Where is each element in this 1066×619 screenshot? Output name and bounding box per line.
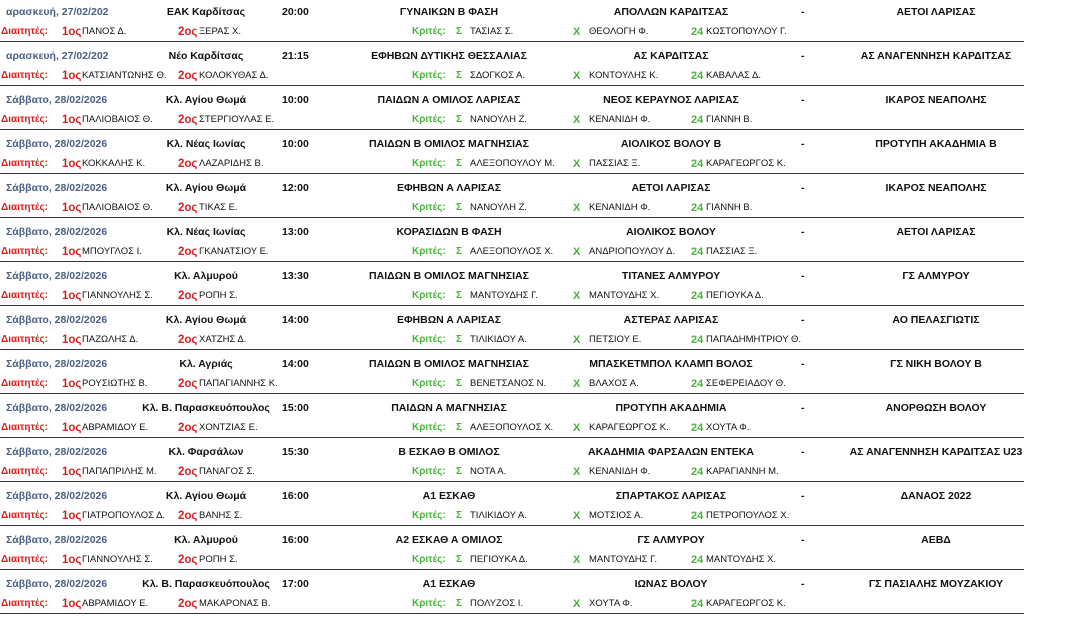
timer-name: ΘΕΟΛΟΓΗ Φ. [589,26,649,37]
game-venue: Κλ. Νέας Ιωνίας [166,226,246,238]
timer-mark: Χ [573,554,581,566]
table-officials-label: Κριτές: [412,70,446,81]
game-date: Σάββατο, 28/02/2026 [6,358,108,370]
table-officials-label: Κριτές: [412,246,446,257]
home-team: ΤΙΤΑΝΕΣ ΑΛΜΥΡΟΥ [621,270,721,282]
timer-mark: Χ [573,202,581,214]
home-team: ΑΠΟΛΛΩΝ ΚΑΡΔΙΤΣΑΣ [613,6,729,18]
row-separator [0,261,1024,262]
game-venue: Κλ. Νέας Ιωνίας [166,138,246,150]
first-referee-name: ΓΙΑΝΝΟΥΛΗΣ Σ. [82,554,153,565]
game-venue: Κλ. Αγίου Θωμά [165,94,247,106]
game-date: Σάββατο, 28/02/2026 [6,314,108,326]
first-referee-label: 1ος [62,334,82,346]
versus-dash: - [801,578,805,590]
game-row [0,220,1066,264]
game-time: 10:00 [282,94,309,106]
first-referee-name: ΑΒΡΑΜΙΔΟΥ Ε. [82,598,149,609]
scorer-mark: Σ [456,114,463,125]
row-separator [0,393,1024,394]
first-referee-label: 1ος [62,598,82,610]
first-referee-label: 1ος [62,510,82,522]
game-venue: Κλ. Αγίου Θωμά [165,182,247,194]
referees-label: Διαιτητές: [1,554,48,565]
away-team: ΑΟ ΠΕΛΑΣΓΙΩΤΙΣ [892,314,980,326]
shotclock-name: ΚΑΒΑΛΑΣ Δ. [706,70,762,81]
game-venue: Κλ. Αλμυρού [174,534,238,546]
game-venue: Κλ. Αλμυρού [174,270,238,282]
row-separator [0,85,1024,86]
game-date: Σάββατο, 28/02/2026 [6,402,108,414]
scorer-name: ΒΕΝΕΤΣΑΝΟΣ Ν. [470,378,547,389]
first-referee-label: 1ος [62,554,82,566]
timer-mark: Χ [573,334,581,346]
away-team: ΔΑΝΑΟΣ 2022 [900,490,972,502]
game-row [0,396,1066,440]
scorer-name: ΤΑΣΙΑΣ Σ. [470,26,514,37]
game-date: Σάββατο, 28/02/2026 [6,270,108,282]
away-team: ΙΚΑΡΟΣ ΝΕΑΠΟΛΗΣ [885,182,987,194]
first-referee-label: 1ος [62,158,82,170]
scorer-mark: Σ [456,378,463,389]
shotclock-mark: 24 [691,334,704,346]
shotclock-name: ΜΑΝΤΟΥΔΗΣ Χ. [706,554,777,565]
game-time: 20:00 [282,6,309,18]
shotclock-mark: 24 [691,26,704,38]
table-officials-label: Κριτές: [412,158,446,169]
second-referee-label: 2ος [178,26,198,38]
home-team: ΑΙΟΛΙΚΟΣ ΒΟΛΟΥ [626,226,716,238]
scorer-mark: Σ [456,246,463,257]
shotclock-name: ΚΩΣΤΟΠΟΥΛΟΥ Γ. [706,26,787,37]
timer-mark: Χ [573,466,581,478]
game-category: ΠΑΙΔΩΝ Α ΟΜΙΛΟΣ ΛΑΡΙΣΑΣ [377,94,521,106]
game-time: 15:30 [282,446,309,458]
timer-name: ΚΕΝΑΝΙΔΗ Φ. [589,466,651,477]
scorer-name: ΑΛΕΞΟΠΟΥΛΟΣ Χ. [470,422,554,433]
home-team: ΑΕΤΟΙ ΛΑΡΙΣΑΣ [631,182,711,194]
timer-mark: Χ [573,290,581,302]
game-venue: Κλ. Αγίου Θωμά [165,314,247,326]
scorer-name: ΝΑΝΟΥΛΗ Ζ. [470,114,528,125]
second-referee-name: ΒΑΝΗΣ Σ. [199,510,243,521]
second-referee-name: ΧΟΝΤΖΙΑΣ Ε. [199,422,258,433]
home-team: ΑΙΟΛΙΚΟΣ ΒΟΛΟΥ Β [620,138,722,150]
second-referee-label: 2ος [178,422,198,434]
first-referee-label: 1ος [62,290,82,302]
table-officials-label: Κριτές: [412,290,446,301]
shotclock-mark: 24 [691,290,704,302]
referees-label: Διαιτητές: [1,422,48,433]
shotclock-mark: 24 [691,202,704,214]
timer-mark: Χ [573,246,581,258]
first-referee-name: ΠΑΖΩΛΗΣ Δ. [82,334,139,345]
versus-dash: - [801,226,805,238]
referees-label: Διαιτητές: [1,466,48,477]
scorer-mark: Σ [456,334,463,345]
game-date: Σάββατο, 28/02/2026 [6,138,108,150]
game-category: ΕΦΗΒΩΝ Α ΛΑΡΙΣΑΣ [396,182,502,194]
first-referee-label: 1ος [62,246,82,258]
away-team: ΠΡΟΤΥΠΗ ΑΚΑΔΗΜΙΑ Β [875,138,997,150]
scorer-mark: Σ [456,26,463,37]
referees-label: Διαιτητές: [1,114,48,125]
shotclock-mark: 24 [691,378,704,390]
first-referee-name: ΚΑΤΣΙΑΝΤΩΝΗΣ Θ. [82,70,167,81]
game-venue: Κλ. Φαρσάλων [168,446,244,458]
first-referee-label: 1ος [62,422,82,434]
referees-label: Διαιτητές: [1,158,48,169]
first-referee-label: 1ος [62,202,82,214]
second-referee-name: ΜΑΚΑΡΟΝΑΣ Β. [199,598,271,609]
first-referee-name: ΠΑΠΑΠΡΙΛΗΣ Μ. [82,466,157,477]
away-team: ΑΕΤΟΙ ΛΑΡΙΣΑΣ [896,226,976,238]
game-row [0,176,1066,220]
versus-dash: - [801,534,805,546]
second-referee-name: ΞΕΡΑΣ Χ. [199,26,241,37]
referees-label: Διαιτητές: [1,290,48,301]
timer-name: ΠΑΣΣΙΑΣ Ξ. [589,158,641,169]
table-officials-label: Κριτές: [412,554,446,565]
game-row [0,88,1066,132]
first-referee-label: 1ος [62,114,82,126]
row-separator [0,173,1024,174]
second-referee-name: ΠΑΝΑΓΟΣ Σ. [199,466,256,477]
home-team: ΑΣΤΕΡΑΣ ΛΑΡΙΣΑΣ [623,314,719,326]
shotclock-mark: 24 [691,554,704,566]
game-time: 16:00 [282,534,309,546]
game-category: ΕΦΗΒΩΝ ΔΥΤΙΚΗΣ ΘΕΣΣΑΛΙΑΣ [371,50,527,62]
row-separator [0,217,1024,218]
away-team: ΙΚΑΡΟΣ ΝΕΑΠΟΛΗΣ [885,94,987,106]
scorer-mark: Σ [456,202,463,213]
home-team: ΙΩΝΑΣ ΒΟΛΟΥ [634,578,708,590]
shotclock-mark: 24 [691,70,704,82]
shotclock-name: ΚΑΡΑΓΙΑΝΝΗ Μ. [706,466,779,477]
second-referee-label: 2ος [178,554,198,566]
row-separator [0,129,1024,130]
scorer-mark: Σ [456,158,463,169]
game-date: Σάββατο, 28/02/2026 [6,182,108,194]
scorer-name: ΤΙΛΙΚΙΔΟΥ Α. [470,510,527,521]
game-time: 16:00 [282,490,309,502]
referees-label: Διαιτητές: [1,334,48,345]
game-venue: ΕΑΚ Καρδίτσας [166,6,246,18]
game-date: Σάββατο, 28/02/2026 [6,94,108,106]
referees-label: Διαιτητές: [1,510,48,521]
game-time: 14:00 [282,314,309,326]
first-referee-label: 1ος [62,70,82,82]
home-team: ΣΠΑΡΤΑΚΟΣ ΛΑΡΙΣΑΣ [615,490,727,502]
referees-label: Διαιτητές: [1,202,48,213]
versus-dash: - [801,6,805,18]
first-referee-name: ΠΑΛΙΟΒΑΙΟΣ Θ. [82,114,153,125]
timer-name: ΒΛΑΧΟΣ Α. [589,378,639,389]
game-time: 13:00 [282,226,309,238]
game-time: 15:00 [282,402,309,414]
shotclock-mark: 24 [691,114,704,126]
table-officials-label: Κριτές: [412,598,446,609]
game-row [0,308,1066,352]
timer-mark: Χ [573,422,581,434]
away-team: ΓΣ ΑΛΜΥΡΟΥ [902,270,970,282]
home-team: ΜΠΑΣΚΕΤΜΠΟΛ ΚΛΑΜΠ ΒΟΛΟΣ [589,358,753,370]
scorer-name: ΠΕΓΙΟΥΚΑ Δ. [470,554,528,565]
timer-mark: Χ [573,378,581,390]
game-date: Σάββατο, 28/02/2026 [6,446,108,458]
second-referee-label: 2ος [178,598,198,610]
shotclock-name: ΧΟΥΤΑ Φ. [706,422,750,433]
first-referee-name: ΓΙΑΤΡΟΠΟΥΛΟΣ Δ. [82,510,166,521]
timer-name: ΚΕΝΑΝΙΔΗ Φ. [589,114,651,125]
home-team: ΑΣ ΚΑΡΔΙΤΣΑΣ [633,50,709,62]
game-row [0,352,1066,396]
game-row [0,264,1066,308]
timer-name: ΜΑΝΤΟΥΔΗΣ Γ. [589,554,658,565]
first-referee-name: ΓΙΑΝΝΟΥΛΗΣ Σ. [82,290,153,301]
row-separator [0,305,1024,306]
row-separator [0,437,1024,438]
timer-name: ΠΕΤΣΙΟΥ Ε. [589,334,642,345]
first-referee-name: ΠΑΛΙΟΒΑΙΟΣ Θ. [82,202,153,213]
game-date: αρασκευή, 27/02/202 [6,6,109,18]
game-category: ΚΟΡΑΣΙΔΩΝ Β ΦΑΣΗ [396,226,502,238]
game-venue: Κλ. Β. Παρασκευόπουλος [142,402,270,414]
game-venue: Κλ. Β. Παρασκευόπουλος [142,578,270,590]
timer-name: ΚΟΝΤΟΥΛΗΣ Κ. [589,70,659,81]
first-referee-name: ΑΒΡΑΜΙΔΟΥ Ε. [82,422,149,433]
second-referee-name: ΡΟΠΗ Σ. [199,554,238,565]
game-venue: Κλ. Αγριάς [179,358,233,370]
row-separator [0,525,1024,526]
table-officials-label: Κριτές: [412,378,446,389]
timer-mark: Χ [573,598,581,610]
game-category: ΠΑΙΔΩΝ Β ΟΜΙΛΟΣ ΜΑΓΝΗΣΙΑΣ [369,358,529,370]
second-referee-label: 2ος [178,202,198,214]
scorer-mark: Σ [456,466,463,477]
second-referee-label: 2ος [178,70,198,82]
timer-mark: Χ [573,70,581,82]
game-time: 12:00 [282,182,309,194]
scorer-name: ΝΟΤΑ Α. [470,466,507,477]
scorer-name: ΑΛΕΞΟΠΟΥΛΟΥ Μ. [470,158,555,169]
timer-name: ΚΕΝΑΝΙΔΗ Φ. [589,202,651,213]
first-referee-name: ΚΟΚΚΑΛΗΣ Κ. [82,158,146,169]
row-separator [0,481,1024,482]
versus-dash: - [801,314,805,326]
scorer-name: ΜΑΝΤΟΥΔΗΣ Γ. [470,290,539,301]
scorer-name: ΤΙΛΙΚΙΔΟΥ Α. [470,334,527,345]
game-date: Σάββατο, 28/02/2026 [6,226,108,238]
game-category: Β ΕΣΚΑΘ Β ΟΜΙΛΟΣ [398,446,500,458]
first-referee-name: ΠΑΝΟΣ Δ. [82,26,127,37]
timer-name: ΧΟΥΤΑ Φ. [589,598,633,609]
table-officials-label: Κριτές: [412,422,446,433]
game-time: 13:30 [282,270,309,282]
second-referee-label: 2ος [178,246,198,258]
game-row [0,440,1066,484]
game-row [0,484,1066,528]
scorer-name: ΣΔΟΓΚΟΣ Α. [470,70,526,81]
versus-dash: - [801,138,805,150]
game-row [0,132,1066,176]
scorer-mark: Σ [456,290,463,301]
scorer-name: ΑΛΕΞΟΠΟΥΛΟΣ Χ. [470,246,554,257]
shotclock-name: ΣΕΦΕΡΕΙΑΔΟΥ Θ. [706,378,786,389]
timer-mark: Χ [573,114,581,126]
timer-name: ΑΝΔΡΙΟΠΟΥΛΟΥ Δ. [589,246,675,257]
versus-dash: - [801,50,805,62]
game-date: Σάββατο, 28/02/2026 [6,534,108,546]
away-team: ΑΕΒΔ [921,534,951,546]
home-team: ΝΕΟΣ ΚΕΡΑΥΝΟΣ ΛΑΡΙΣΑΣ [603,94,739,106]
away-team: ΓΣ ΝΙΚΗ ΒΟΛΟΥ Β [890,358,982,370]
second-referee-label: 2ος [178,466,198,478]
second-referee-label: 2ος [178,114,198,126]
first-referee-name: ΜΠΟΥΓΛΟΣ Ι. [82,246,142,257]
versus-dash: - [801,94,805,106]
shotclock-name: ΚΑΡΑΓΕΩΡΓΟΣ Κ. [706,598,786,609]
row-separator [0,41,1024,42]
shotclock-mark: 24 [691,510,704,522]
timer-mark: Χ [573,510,581,522]
second-referee-label: 2ος [178,158,198,170]
scorer-name: ΝΑΝΟΥΛΗ Ζ. [470,202,528,213]
shotclock-name: ΓΙΑΝΝΗ Β. [706,202,753,213]
table-officials-label: Κριτές: [412,202,446,213]
row-separator [0,569,1024,570]
game-category: ΠΑΙΔΩΝ Β ΟΜΙΛΟΣ ΜΑΓΝΗΣΙΑΣ [369,138,529,150]
game-category: Α2 ΕΣΚΑΘ Α ΟΜΙΛΟΣ [395,534,503,546]
table-officials-label: Κριτές: [412,466,446,477]
home-team: ΠΡΟΤΥΠΗ ΑΚΑΔΗΜΙΑ [615,402,727,414]
away-team: ΑΝΟΡΘΩΣΗ ΒΟΛΟΥ [885,402,987,414]
shotclock-mark: 24 [691,466,704,478]
first-referee-label: 1ος [62,466,82,478]
versus-dash: - [801,490,805,502]
versus-dash: - [801,402,805,414]
game-row [0,572,1066,616]
table-officials-label: Κριτές: [412,334,446,345]
game-category: ΓΥΝΑΙΚΩΝ Β ΦΑΣΗ [399,6,499,18]
game-date: Σάββατο, 28/02/2026 [6,490,108,502]
game-category: ΕΦΗΒΩΝ Α ΛΑΡΙΣΑΣ [396,314,502,326]
game-category: ΠΑΙΔΩΝ Α ΜΑΓΝΗΣΙΑΣ [391,402,507,414]
table-officials-label: Κριτές: [412,26,446,37]
scorer-mark: Σ [456,70,463,81]
second-referee-name: ΓΚΑΝΑΤΣΙΟΥ Ε. [199,246,269,257]
second-referee-label: 2ος [178,378,198,390]
referees-label: Διαιτητές: [1,246,48,257]
game-date: Σάββατο, 28/02/2026 [6,578,108,590]
second-referee-name: ΡΟΠΗ Σ. [199,290,238,301]
shotclock-mark: 24 [691,158,704,170]
second-referee-name: ΚΟΛΟΚΥΘΑΣ Δ. [199,70,269,81]
referees-label: Διαιτητές: [1,26,48,37]
second-referee-label: 2ος [178,334,198,346]
game-venue: Κλ. Αγίου Θωμά [165,490,247,502]
shotclock-name: ΓΙΑΝΝΗ Β. [706,114,753,125]
second-referee-name: ΣΤΕΡΓΙΟΥΛΑΣ Ε. [199,114,275,125]
row-separator [0,349,1024,350]
timer-name: ΜΟΤΣΙΟΣ Α. [589,510,643,521]
versus-dash: - [801,182,805,194]
away-team: ΑΣ ΑΝΑΓΕΝΝΗΣΗ ΚΑΡΔΙΤΣΑΣ [860,50,1012,62]
game-row [0,44,1066,88]
shotclock-mark: 24 [691,246,704,258]
shotclock-name: ΠΕΤΡΟΠΟΥΛΟΣ Χ. [706,510,790,521]
second-referee-name: ΠΑΠΑΓΙΑΝΝΗΣ Κ. [199,378,278,389]
game-row [0,0,1066,44]
second-referee-name: ΤΙΚΑΣ Ε. [199,202,238,213]
second-referee-label: 2ος [178,290,198,302]
shotclock-name: ΚΑΡΑΓΕΩΡΓΟΣ Κ. [706,158,786,169]
game-time: 21:15 [282,50,309,62]
shotclock-mark: 24 [691,422,704,434]
game-date: αρασκευή, 27/02/202 [6,50,109,62]
shotclock-name: ΠΕΓΙΟΥΚΑ Δ. [706,290,764,301]
game-time: 10:00 [282,138,309,150]
home-team: ΓΣ ΑΛΜΥΡΟΥ [637,534,705,546]
scorer-mark: Σ [456,554,463,565]
table-officials-label: Κριτές: [412,510,446,521]
timer-mark: Χ [573,26,581,38]
away-team: ΓΣ ΠΑΣΙΑΛΗΣ ΜΟΥΖΑΚΙΟΥ [868,578,1004,590]
table-officials-label: Κριτές: [412,114,446,125]
game-time: 17:00 [282,578,309,590]
first-referee-label: 1ος [62,378,82,390]
scorer-mark: Σ [456,598,463,609]
game-category: ΠΑΙΔΩΝ Β ΟΜΙΛΟΣ ΜΑΓΝΗΣΙΑΣ [369,270,529,282]
referees-label: Διαιτητές: [1,598,48,609]
versus-dash: - [801,270,805,282]
away-team: ΑΣ ΑΝΑΓΕΝΝΗΣΗ ΚΑΡΔΙΤΣΑΣ U23 [849,446,1023,458]
shotclock-mark: 24 [691,598,704,610]
timer-name: ΜΑΝΤΟΥΔΗΣ Χ. [589,290,660,301]
timer-mark: Χ [573,158,581,170]
first-referee-name: ΡΟΥΣΙΩΤΗΣ Β. [82,378,148,389]
game-venue: Νέο Καρδίτσας [168,50,244,62]
referees-label: Διαιτητές: [1,378,48,389]
shotclock-name: ΠΑΣΣΙΑΣ Ξ. [706,246,758,257]
timer-name: ΚΑΡΑΓΕΩΡΓΟΣ Κ. [589,422,669,433]
versus-dash: - [801,358,805,370]
game-row [0,528,1066,572]
referees-label: Διαιτητές: [1,70,48,81]
second-referee-label: 2ος [178,510,198,522]
first-referee-label: 1ος [62,26,82,38]
second-referee-name: ΧΑΤΖΗΣ Δ. [199,334,247,345]
scorer-mark: Σ [456,422,463,433]
game-category: Α1 ΕΣΚΑΘ [422,490,476,502]
row-separator [0,613,1024,614]
away-team: ΑΕΤΟΙ ΛΑΡΙΣΑΣ [896,6,976,18]
versus-dash: - [801,446,805,458]
game-category: Α1 ΕΣΚΑΘ [422,578,476,590]
scorer-mark: Σ [456,510,463,521]
shotclock-name: ΠΑΠΑΔΗΜΗΤΡΙΟΥ Θ. [706,334,802,345]
home-team: ΑΚΑΔΗΜΙΑ ΦΑΡΣΑΛΩΝ ΕΝΤΕΚΑ [588,446,754,458]
scorer-name: ΠΟΛΥΖΟΣ Ι. [470,598,524,609]
second-referee-name: ΛΑΖΑΡΙΔΗΣ Β. [199,158,264,169]
game-time: 14:00 [282,358,309,370]
